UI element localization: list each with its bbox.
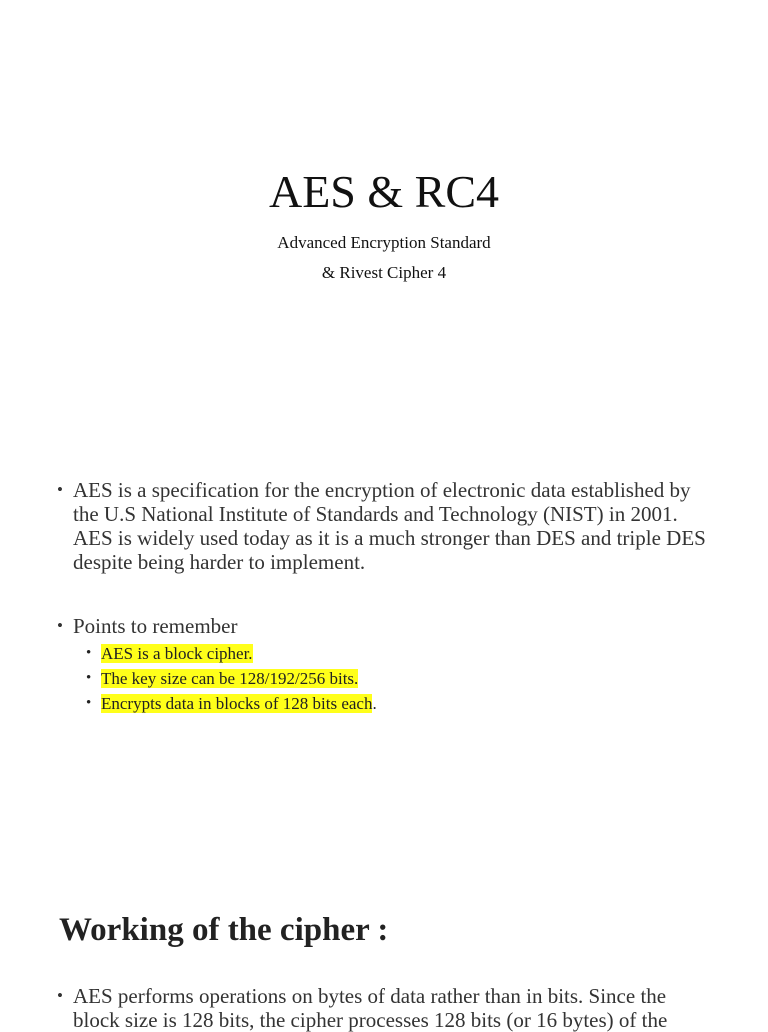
intro-bullet-list [57,478,717,574]
bullet-icon: • [86,645,92,661]
working-slide [0,860,768,1032]
section-heading: Working of the cipher : [59,912,389,948]
point-rest-text: . [372,694,377,713]
working-bullet-list [57,984,717,1032]
points-bullet-list [57,614,717,638]
points-sub-list [86,641,377,716]
points-heading: Points to remember [73,614,238,638]
points-bullet [57,614,717,638]
point-item [86,691,377,716]
title-slide [0,0,768,440]
point-highlighted-text: The key size can be 128/192/256 bits. [101,669,359,688]
intro-paragraph: AES is a specification for the encryption of electronic data established by the U.S National Institute of Standards and Technology (NIST) in 2001. AES is widely used today as it is a much stronger than DES and triple DES despite being harder to implement. [73,478,706,574]
bullet-icon: • [86,695,92,711]
subtitle-line-1: Advanced Encryption Standard [277,233,491,252]
subtitle-line-2: & Rivest Cipher 4 [321,263,447,282]
point-highlighted-text: AES is a block cipher. [101,644,253,663]
bullet-icon: • [57,616,63,635]
bullet-icon: • [57,480,63,499]
bullet-icon: • [86,670,92,686]
intro-bullet [57,478,717,574]
slide-subtitle [0,228,768,288]
point-item [86,666,377,691]
bullet-icon: • [57,986,63,1005]
slide-title: AES & RC4 [268,166,500,217]
point-item [86,641,377,666]
intro-slide [0,440,768,860]
working-paragraph: AES performs operations on bytes of data rather than in bits. Since the block size is 128 bits, the cipher processes 128 bits (or 16 bytes) of the [73,984,668,1032]
working-bullet [57,984,717,1032]
point-highlighted-text: Encrypts data in blocks of 128 bits each [101,694,373,713]
